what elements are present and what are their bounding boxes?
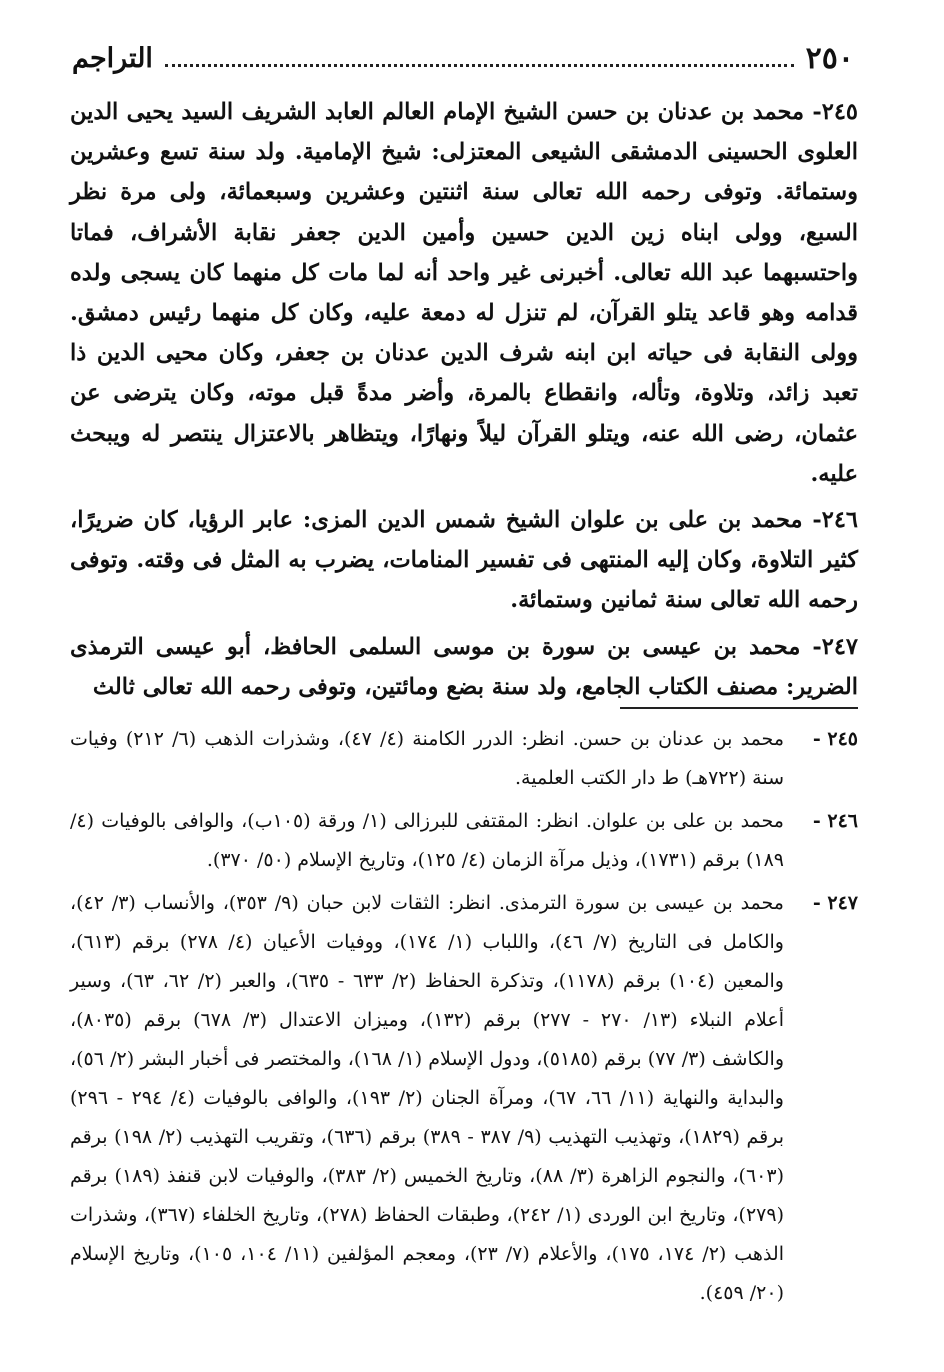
entry-paragraph — [70, 500, 858, 621]
running-title: التراجم — [72, 42, 153, 74]
biography-entry-247 — [70, 627, 858, 707]
footnote-text: محمد بن عيسى بن سورة الترمذى. انظر: الثقات لابن حبان (٩/ ٣٥٣)، والأنساب (٣/ ٤٢)، والكامل فى التاريخ (٧/ ٤٦)، واللباب (١/ ١٧٤)، ووفيات الأعيان (٤/ ٢٧٨) برقم (٦١٣)، والمعين (١٠٤) برقم (١١٧٨)، وتذكرة الحفاظ (٢/ ٦٣٣ - ٦٣٥)، والعبر (٢/ ٦٢، ٦٣)، وسير أعلام النبلاء (١٣/ ٢٧٠ - ٢٧٧) برقم (١٣٢)، وميزان الاعتدال (٣/ ٦٧٨) برقم (٨٠٣٥)، والكاشف (٣/ ٧٧) برقم (٥١٨٥)، ودول الإسلام (١/ ١٦٨)، والمختصر فى أخبار البشر (٢/ ٥٦)، والبداية والنهاية (١١/ ٦٦، ٦٧)، ومرآة الجنان (٢/ ١٩٣)، والوافى بالوفيات (٤/ ٢٩٤ - ٢٩٦) برقم (١٨٢٩)، وتهذيب التهذيب (٩/ ٣٨٧ - ٣٨٩) برقم (٦٣٦)، وتقريب التهذيب (٢/ ١٩٨) برقم (٦٠٣)، والنجوم الزاهرة (٣/ ٨٨)، وتاريخ الخميس (٢/ ٣٨٣)، والوفيات لابن قنفذ (١٨٩) برقم (٢٧٩)، وتاريخ ابن الوردى (١/ ٢٤٢)، وطبقات الحفاظ (٢٧٨)، وتاريخ الخلفاء (٣٦٧)، وشذرات الذهب (٢/ ١٧٤، ١٧٥)، والأعلام (٧/ ٢٣)، ومعجم المؤلفين (١١/ ١٠٤، ١٠٥)، وتاريخ الإسلام (٢٠/ ٤٥٩). — [70, 892, 785, 1304]
footnote-separator — [620, 707, 858, 709]
dotted-leader — [165, 64, 794, 67]
page-number: ٢٥٠ — [805, 40, 854, 76]
entry-paragraph — [70, 627, 858, 707]
biography-entry-246 — [70, 500, 858, 621]
entry-body: شيخ الإمامية. ولد سنة تسع وعشرين وستمائة. وتوفى رحمه الله تعالى سنة اثنتين وعشرين وسبعمائة، ولى مرة نظر السبع، وولى ابناه زين الدين حسين وأمين الدين جعفر نقابة الأشراف، فماتا واحتسبهما عبد الله تعالى. أخبرنى غير واحد أنه لما مات كل منهما كان يسجى ولده قدامه وهو قاعد يتلو القرآن، لم تنزل له دمعة عليه، وكان كل منهما رئيس دمشق. وولى النقابة فى حياته ابن ابنه شرف الدين عدنان بن جعفر، وكان محيى الدين ذا تعبد زائد، وتلاوة، وتأله، وانقطاع بالمرة، وأضر مدةً قبل موته، وكان يترضى عن عثمان، رضى الله عنه، ويتلو القرآن ليلاً ونهارًا، ويتظاهر بالاعتزال ينتصر له ويبحث عليه. — [70, 139, 858, 487]
page-header — [72, 36, 854, 80]
footnote-number: ٢٤٥ - — [812, 728, 858, 750]
footnote-246 — [70, 802, 858, 880]
entry-body: عابر الرؤيا، كان ضريرًا، كثير التلاوة، وكان إليه المنتهى فى تفسير المنامات، يضرب به المثل فى وقته. وتوفى رحمه الله تعالى سنة ثمانين وستمائة. — [70, 507, 858, 614]
footnote-number: ٢٤٧ - — [812, 892, 858, 914]
footnote-text: محمد بن على بن علوان. انظر: المقتفى للبرزالى (١/ ورقة (١٠٥ب)، والوافى بالوفيات (٤/ ١٨٩) برقم (١٧٣١)، وذيل مرآة الزمان (٤/ ١٢٥)، وتاريخ الإسلام (٥٠/ ٣٧٠). — [70, 810, 784, 871]
footnote-245 — [70, 720, 858, 798]
entry-heading: ٢٤٧- محمد بن عيسى بن سورة بن موسى السلمى الحافظ، أبو عيسى الترمذى الضرير: — [70, 633, 858, 700]
footnote-text: محمد بن عدنان بن حسن. انظر: الدرر الكامنة (٤/ ٤٧)، وشذرات الذهب (٦/ ٢١٢) وفيات سنة (٧٢٢هـ) ط دار الكتب العلمية. — [70, 728, 784, 789]
entry-body: مصنف الكتاب الجامع، ولد سنة بضع ومائتين، وتوفى رحمه الله تعالى ثالث — [92, 673, 779, 700]
footnotes — [70, 720, 858, 1317]
entry-paragraph — [70, 92, 858, 494]
main-text — [70, 92, 858, 713]
entry-heading: ٢٤٦- محمد بن على بن علوان الشيخ شمس الدين المزى: — [302, 507, 858, 534]
footnote-247 — [70, 884, 858, 1313]
entry-heading: ٢٤٥- محمد بن عدنان بن حسن الشيخ الإمام العالم العابد الشريف السيد يحيى الدين العلوى الحسينى الدمشقى الشيعى المعتزلى: — [70, 99, 859, 166]
biography-entry-245 — [70, 92, 858, 494]
footnote-number: ٢٤٦ - — [812, 810, 858, 832]
